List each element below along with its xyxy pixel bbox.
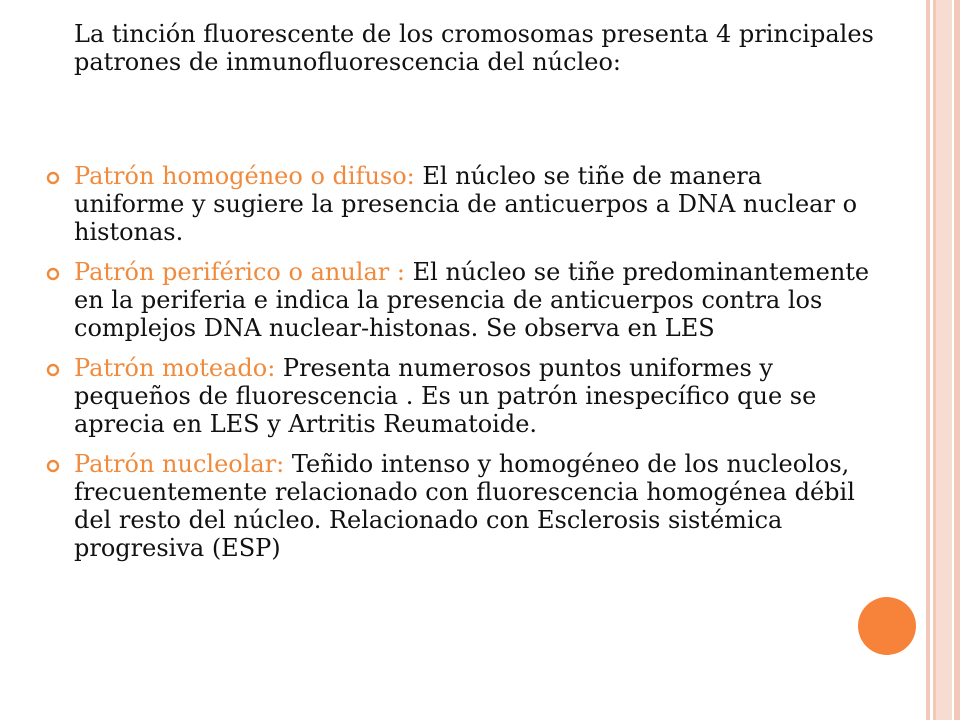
- pattern-description: Teñido intenso y homogéneo de los nucleolos, frecuentemente relacionado con fluorescencia homogénea débil del resto del núcleo. Relacionado con Esclerosis sistémica progresiva (ESP): [74, 450, 855, 562]
- stripe: [936, 0, 952, 720]
- list-item: [0, 450, 874, 562]
- intro-paragraph: La tinción fluorescente de los cromosomas presenta 4 principales patrones de inmunofluorescencia del núcleo:: [74, 20, 874, 76]
- stripe: [954, 0, 960, 720]
- bullet-circle-icon: [46, 171, 60, 185]
- list-item: [0, 354, 874, 438]
- bullet-circle-icon: [46, 459, 60, 473]
- list-item: [0, 258, 874, 342]
- bullet-circle-icon: [46, 267, 60, 281]
- decorative-orange-circle: [858, 597, 916, 655]
- decorative-side-stripes: [926, 0, 960, 720]
- pattern-term: Patrón homogéneo o difuso:: [74, 162, 415, 190]
- pattern-description: El núcleo se tiñe de manera uniforme y sugiere la presencia de anticuerpos a DNA nuclear o histonas.: [74, 162, 858, 246]
- bullet-circle-icon: [46, 363, 60, 377]
- pattern-term: Patrón periférico o anular :: [74, 258, 405, 286]
- pattern-list: [0, 162, 900, 574]
- pattern-description: Presenta numerosos puntos uniformes y pequeños de fluorescencia . Es un patrón inespecífico que se aprecia en LES y Artritis Reumatoide.: [74, 354, 817, 438]
- pattern-description: El núcleo se tiñe predominantemente en la periferia e indica la presencia de anticuerpos contra los complejos DNA nuclear-histonas. Se observa en LES: [74, 258, 870, 342]
- list-item: [0, 162, 874, 246]
- pattern-term: Patrón moteado:: [74, 354, 276, 382]
- pattern-term: Patrón nucleolar:: [74, 450, 285, 478]
